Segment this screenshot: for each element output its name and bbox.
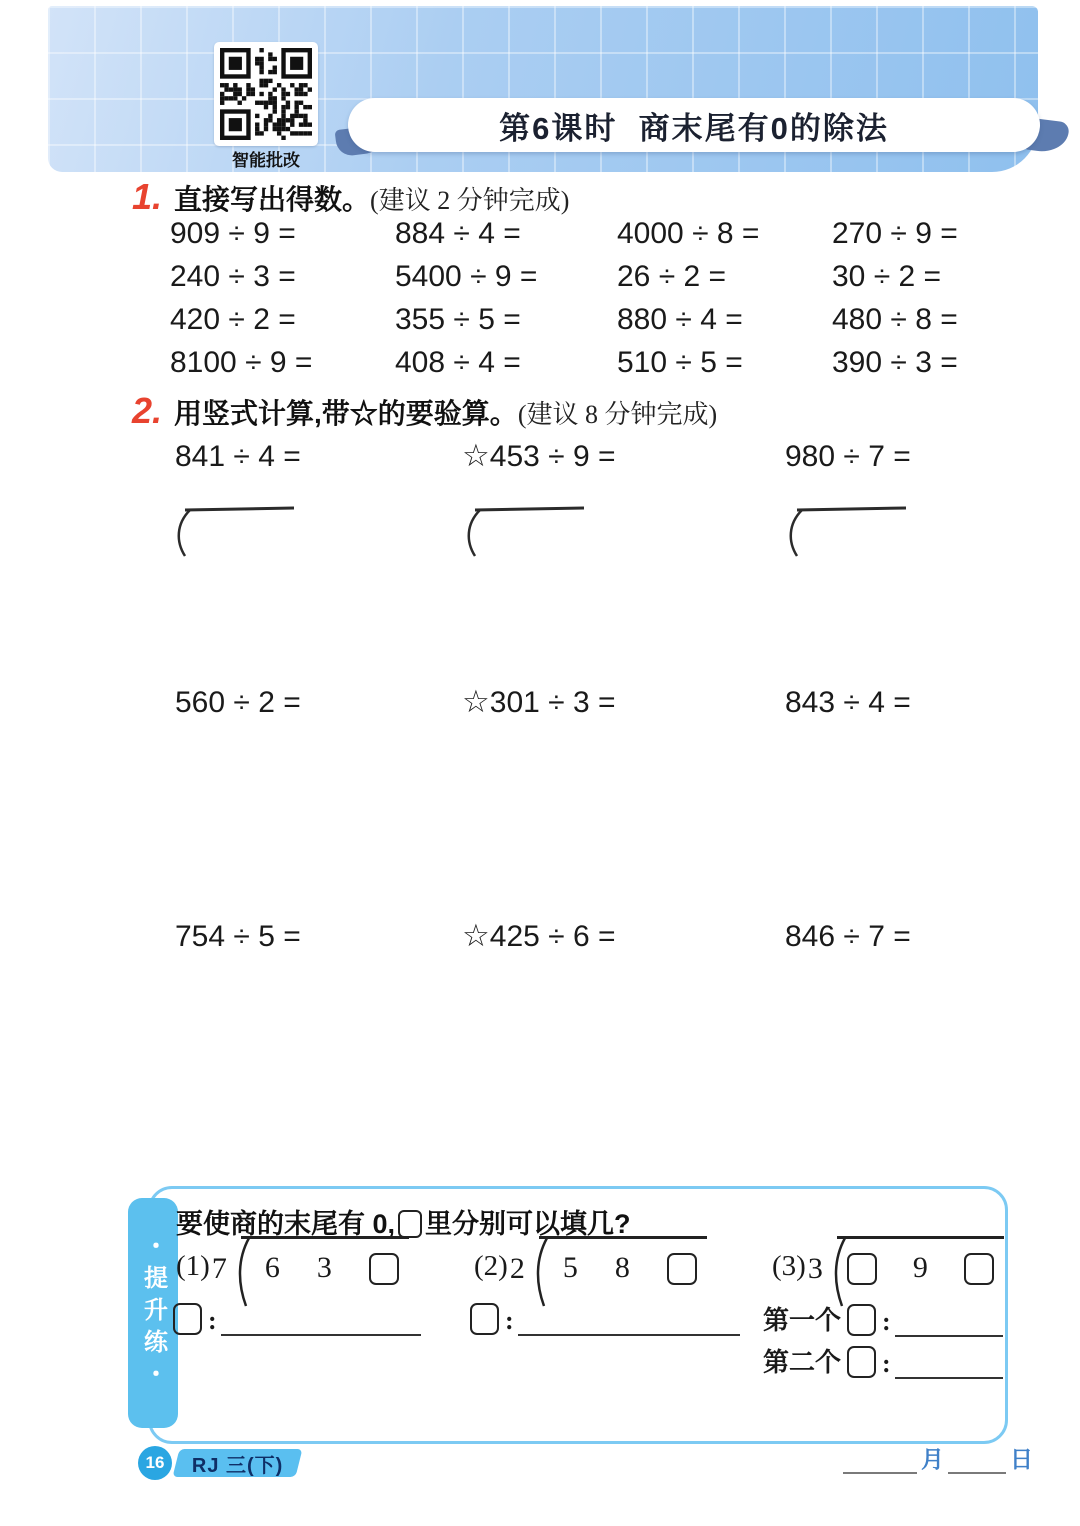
division-bracket-body (837, 1236, 1004, 1285)
day-label: 日 (1010, 1446, 1033, 1472)
vertical-problem (175, 438, 301, 474)
book-edition-text: RJ 三(下) (192, 1454, 284, 1477)
section1-hint: (建议 2 分钟完成) (370, 186, 570, 215)
qr-code (214, 42, 318, 146)
dividend (539, 1236, 707, 1285)
problem-text: 754 ÷ 5 = (175, 920, 301, 953)
oral-problem: 880 ÷ 4 = (617, 303, 743, 336)
vertical-problem (175, 684, 301, 720)
fill-division-3 (772, 1234, 1004, 1286)
problem-text: 980 ÷ 7 = (785, 440, 911, 473)
divisor: 3 (807, 1252, 823, 1285)
section2-instruction: 用竖式计算,带☆的要验算。 (174, 398, 518, 429)
vertical-problem (785, 918, 911, 954)
blank-box (847, 1346, 876, 1378)
oral-problem: 5400 ÷ 9 = (395, 260, 538, 293)
boost-question-pre: 要使商的末尾有 0, (176, 1209, 396, 1239)
lesson-title-banner (348, 98, 1040, 152)
date-blanks (843, 1444, 1037, 1474)
oral-problem: 909 ÷ 9 = (170, 217, 296, 250)
star-mark: ☆ (462, 438, 490, 473)
division-label: (2) (474, 1250, 508, 1282)
blank-box (173, 1303, 202, 1335)
qr-code-image (220, 48, 312, 140)
oral-problem: 270 ÷ 9 = (832, 217, 958, 250)
long-division-bracket (168, 504, 296, 560)
section1-instruction: 直接写出得数。 (174, 184, 371, 215)
oral-problem: 408 ÷ 4 = (395, 346, 521, 379)
answer-line-1 (173, 1303, 421, 1336)
answer-blank (221, 1304, 421, 1336)
division-label: (1) (176, 1250, 210, 1282)
vertical-problem (785, 684, 911, 720)
answer-blank (518, 1304, 740, 1336)
answer-line-2 (470, 1303, 740, 1336)
fill-division-1 (176, 1234, 409, 1286)
oral-problem: 30 ÷ 2 = (832, 260, 942, 293)
oral-problem: 420 ÷ 2 = (170, 303, 296, 336)
colon: : (882, 1307, 891, 1336)
problem-text: 846 ÷ 7 = (785, 920, 911, 953)
blank-box (847, 1304, 876, 1336)
vertical-problem (462, 438, 616, 474)
vertical-problem (175, 918, 301, 954)
answer-line-3b (763, 1345, 1003, 1379)
answer-line-3a (763, 1303, 1003, 1337)
boost-question-post: 里分别可以填几? (425, 1209, 631, 1239)
colon: : (505, 1306, 514, 1335)
oral-problem: 390 ÷ 3 = (832, 346, 958, 379)
month-label: 月 (921, 1446, 944, 1472)
oral-problem: 355 ÷ 5 = (395, 303, 521, 336)
blank-box (667, 1253, 697, 1285)
vertical-problem (785, 438, 911, 474)
dividend-digit: 5 (562, 1251, 578, 1284)
problem-text: 560 ÷ 2 = (175, 686, 301, 719)
oral-problem: 240 ÷ 3 = (170, 260, 296, 293)
first-answer-label: 第一个 (763, 1305, 842, 1335)
division-bracket-body (241, 1236, 409, 1285)
section2-number: 2. (132, 390, 163, 431)
long-division-bracket (458, 504, 586, 560)
blank-box (847, 1253, 877, 1285)
fill-division-2 (474, 1234, 707, 1286)
answer-blank (895, 1305, 1003, 1337)
long-division-bracket (780, 504, 908, 560)
boost-practice-tab: ・提升练・ (128, 1198, 178, 1428)
blank-box (964, 1253, 994, 1285)
dividend (241, 1236, 409, 1285)
blank-box (369, 1253, 399, 1285)
day-blank (948, 1444, 1006, 1474)
long-division-curve (821, 1236, 849, 1308)
vertical-problem (462, 684, 616, 720)
blank-box (470, 1303, 499, 1335)
oral-calculation-grid (170, 212, 1036, 384)
dividend-digit: 8 (614, 1251, 630, 1284)
divisor: 7 (211, 1252, 227, 1285)
problem-text: 425 ÷ 6 = (489, 920, 616, 953)
header-banner-area (48, 6, 1038, 172)
division-label: (3) (772, 1250, 806, 1282)
section1-number: 1. (132, 176, 163, 217)
star-mark: ☆ (462, 918, 490, 953)
dividend-digit: 3 (316, 1251, 332, 1284)
book-edition-badge (173, 1449, 303, 1477)
dividend (837, 1236, 1004, 1285)
oral-problem: 4000 ÷ 8 = (617, 217, 760, 250)
oral-problem: 884 ÷ 4 = (395, 217, 521, 250)
page-title: 第6课时 商末尾有0的除法 (499, 110, 889, 146)
oral-problem: 26 ÷ 2 = (617, 260, 727, 293)
problem-text: 843 ÷ 4 = (785, 686, 911, 719)
section2-heading (132, 390, 717, 432)
problem-text: 841 ÷ 4 = (175, 440, 301, 473)
second-answer-label: 第二个 (763, 1347, 842, 1377)
oral-problem: 480 ÷ 8 = (832, 303, 958, 336)
dividend-digit: 9 (912, 1251, 928, 1284)
long-division-curve (523, 1236, 551, 1308)
colon: : (882, 1349, 891, 1378)
answer-blank (895, 1347, 1003, 1379)
month-blank (843, 1444, 917, 1474)
problem-text: 453 ÷ 9 = (489, 440, 616, 473)
colon: : (208, 1306, 217, 1335)
qr-code-label: 智能批改 (232, 151, 300, 170)
vertical-problem (462, 918, 616, 954)
oral-problem: 510 ÷ 5 = (617, 346, 743, 379)
long-division-curve (225, 1236, 253, 1308)
section2-hint: (建议 8 分钟完成) (517, 400, 718, 429)
oral-problem: 8100 ÷ 9 = (170, 346, 313, 379)
page-number-badge: 16 (138, 1446, 172, 1480)
divisor: 2 (509, 1252, 525, 1285)
division-bracket-body (539, 1236, 707, 1285)
star-mark: ☆ (462, 684, 490, 719)
dividend-digit: 6 (264, 1251, 280, 1284)
problem-text: 301 ÷ 3 = (489, 686, 616, 719)
